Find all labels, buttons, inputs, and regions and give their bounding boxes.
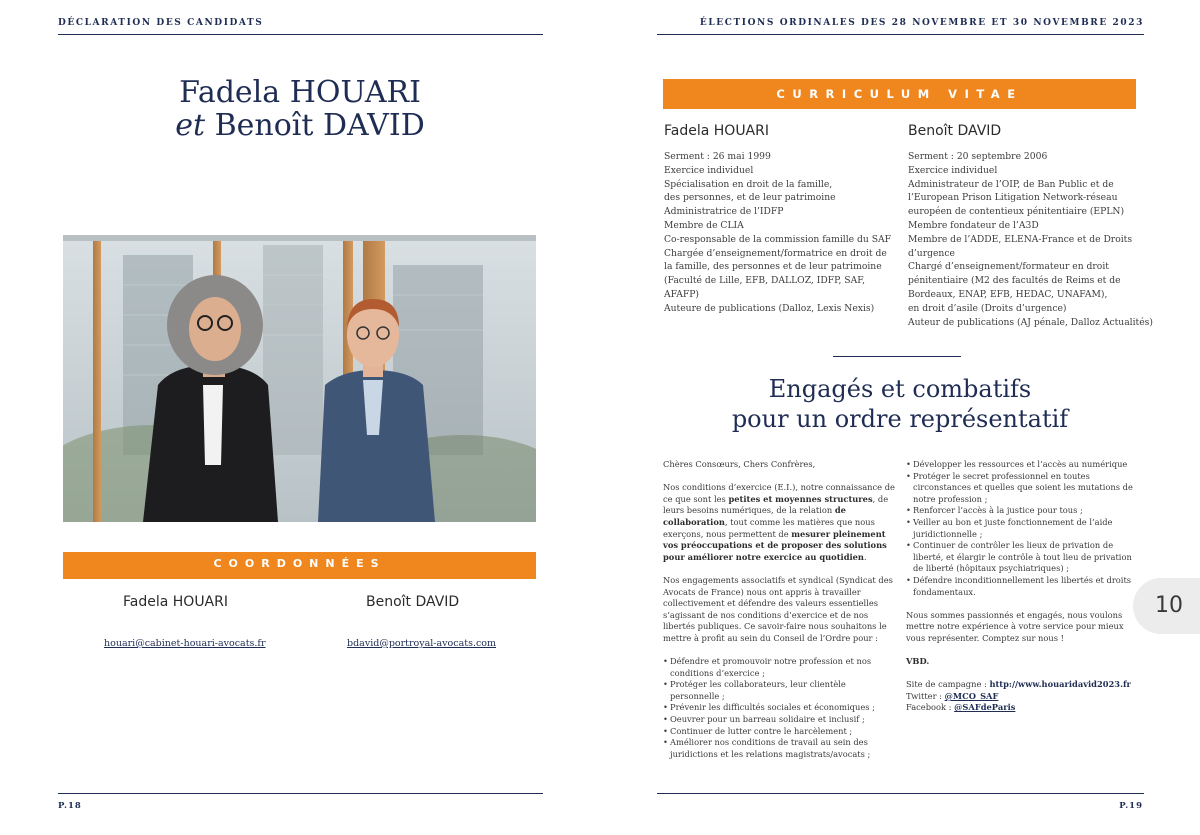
header-rule-left	[58, 34, 543, 35]
candidates-title	[100, 76, 500, 142]
coordonnees-banner: COORDONNÉES	[63, 552, 536, 579]
list-item: • Continuer de contrôler les lieux de privation de liberté, et élargir le contrôle à tout lieu de privation de liberté (hôpitaux psychiatriques) ;	[906, 540, 1136, 575]
cv-line: pénitentiaire (M2 des facultés de Reims et de	[908, 275, 1121, 287]
cv-line: des personnes, et de leur patrimoine	[664, 192, 836, 204]
page-number-left: P.18	[58, 801, 82, 811]
cv-line: Auteure de publications (Dalloz, Lexis Nexis)	[664, 302, 875, 314]
letter-paragraph-1	[663, 482, 895, 563]
footer-rule-right	[657, 793, 1144, 794]
cv-line: Exercice individuel	[664, 164, 754, 176]
cv-line: Bordeaux, ENAP, EFB, HEDAC, UNAFAM),	[908, 288, 1108, 300]
right-page	[600, 0, 1200, 835]
campaign-site-line	[906, 679, 1136, 691]
list-item: • Continuer de lutter contre le harcèlement ;	[663, 726, 895, 738]
p1-text: , tout comme les matières que nous exerçons, nous permettent de	[663, 516, 875, 539]
list-item: • Renforcer l’accès à la justice pour tous ;	[906, 505, 1136, 517]
slogan-line-1: Engagés et combatifs	[768, 375, 1032, 403]
page-tab-number: 10	[1133, 578, 1200, 634]
list-item: • Défendre inconditionnellement les libertés et droits fondamentaux.	[906, 575, 1136, 598]
commitments-list-1	[663, 656, 895, 760]
p1-text: .	[863, 551, 867, 562]
list-item: • Oeuvrer pour un barreau solidaire et inclusif ;	[663, 714, 895, 726]
list-item: • Protéger les collaborateurs, leur clientèle personnelle ;	[663, 679, 895, 702]
cv-line: Administrateur de l’OIP, de Ban Public et de	[908, 178, 1114, 190]
campaign-site-link[interactable]: http://www.houaridavid2023.fr	[989, 679, 1131, 690]
cv-line: européen de contentieux pénitentiaire (EPLN)	[908, 206, 1125, 218]
cv-list-houari	[664, 150, 891, 316]
candidates-photo	[63, 235, 536, 522]
cv-line: AFAFP)	[664, 288, 699, 300]
list-item: • Veiller au bon et juste fonctionnement de l’aide juridictionnelle ;	[906, 517, 1136, 540]
twitter-label: Twitter :	[906, 690, 945, 701]
cv-line: Chargée d’enseignement/formatrice en droit de	[664, 247, 887, 259]
letter-signature: VBD.	[906, 656, 930, 667]
cv-line: Serment : 20 septembre 2006	[908, 151, 1048, 162]
section-divider	[833, 356, 961, 357]
slogan-line-2: pour un ordre représentatif	[731, 405, 1069, 433]
cv-line: Membre de l’ADDE, ELENA-France et de Droits	[908, 233, 1133, 245]
p1-bold: de collaboration	[663, 505, 846, 527]
cv-line: l’European Prison Litigation Network-réseau	[908, 192, 1118, 204]
coord-name-david: Benoît DAVID	[366, 594, 460, 610]
cv-line: Membre fondateur de l’A3D	[908, 219, 1039, 231]
p1-text: , de leurs besoins numériques, de la relation	[663, 493, 889, 516]
cv-name-david: Benoît DAVID	[908, 123, 1002, 139]
list-item: • Améliorer nos conditions de travail au sein des juridictions et les relations magistrats/avocats ;	[663, 737, 895, 760]
site-label: Site de campagne :	[906, 679, 990, 690]
twitter-link[interactable]: @MCO_SAF	[944, 690, 999, 701]
cv-line: la famille, des personnes et de leur patrimoine	[664, 261, 882, 273]
title-line-1: Fadela HOUARI	[179, 75, 421, 110]
cv-line: Chargé d’enseignement/formateur en droit	[908, 261, 1109, 273]
cv-line: Auteur de publications (AJ pénale, Dalloz Actualités)	[908, 316, 1153, 328]
letter-closing: Nous sommes passionnés et engagés, nous voulons mettre notre expérience à votre service pour mieux vous représenter. Comptez sur nous !	[906, 609, 1124, 643]
email-link-houari[interactable]: houari@cabinet-houari-avocats.fr	[104, 638, 266, 649]
p1-bold: mesurer pleinement vos préoccupations et de proposer des solutions pour améliorer notre exercice au quotidien	[663, 528, 887, 562]
cv-name-houari: Fadela HOUARI	[664, 123, 769, 139]
title-name-2: Benoît DAVID	[214, 108, 425, 143]
cv-line: d’urgence	[908, 247, 955, 259]
twitter-line	[906, 691, 1136, 703]
facebook-label: Facebook :	[906, 702, 955, 713]
page-number-right: P.19	[1119, 801, 1143, 811]
header-rule-right	[657, 34, 1144, 35]
title-line-2	[100, 109, 500, 142]
facebook-link[interactable]: @SAFdeParis	[954, 702, 1016, 713]
list-item: • Défendre et promouvoir notre profession et nos conditions d’exercice ;	[663, 656, 895, 679]
photo-illustration	[63, 235, 536, 522]
email-link-david[interactable]: bdavid@portroyal-avocats.com	[347, 638, 497, 649]
cv-line: Spécialisation en droit de la famille,	[664, 178, 833, 190]
cv-banner: CURRICULUM VITAE	[663, 79, 1136, 109]
cv-line: en droit d’asile (Droits d’urgence)	[908, 302, 1067, 314]
list-item: • Prévenir les difficultés sociales et économiques ;	[663, 702, 895, 714]
letter-column-1	[663, 459, 895, 772]
coord-name-houari: Fadela HOUARI	[123, 594, 228, 610]
p1-bold: petites et moyennes structures	[728, 493, 873, 504]
p1-text: Nos conditions d’exercice (E.I.), notre connaissance de ce que sont les	[663, 482, 895, 504]
footer-rule-left	[58, 793, 543, 794]
slogan-heading	[660, 374, 1140, 434]
running-head-left: DÉCLARATION DES CANDIDATS	[58, 18, 264, 28]
running-head-right: ÉLECTIONS ORDINALES DES 28 NOVEMBRE ET 30 NOVEMBRE 2023	[699, 18, 1144, 28]
letter-paragraph-2: Nos engagements associatifs et syndical (Syndicat des Avocats de France) nous ont appris à travailler collectivement et défendre des valeurs essentielles s’agissant de nos conditions d’exercice et de nos libertés publiques. Ce savoir-faire nous souhaitons le mettre à profit au sein du Conseil de l’Ordre pour :	[663, 574, 893, 643]
cv-line: (Faculté de Lille, EFB, DALLOZ, IDFP, SAF,	[664, 275, 866, 287]
cv-line: Membre de CLIA	[664, 219, 744, 231]
list-item: • Protéger le secret professionnel en toutes circonstances et quelles que soient les mutations de notre profession ;	[906, 471, 1136, 506]
cv-line: Exercice individuel	[908, 164, 998, 176]
cv-line: Co-responsable de la commission famille du SAF	[664, 233, 892, 245]
cv-line: Administratrice de l’IDFP	[664, 206, 784, 218]
commitments-list-2	[906, 459, 1136, 598]
list-item: • Développer les ressources et l’accès au numérique	[906, 459, 1136, 471]
facebook-line	[906, 702, 1136, 714]
title-et: et	[175, 108, 206, 143]
cv-list-david	[908, 150, 1153, 329]
cv-line: Serment : 26 mai 1999	[664, 151, 771, 162]
letter-greeting: Chères Consœurs, Chers Confrères,	[663, 459, 816, 469]
letter-column-2	[906, 459, 1136, 714]
